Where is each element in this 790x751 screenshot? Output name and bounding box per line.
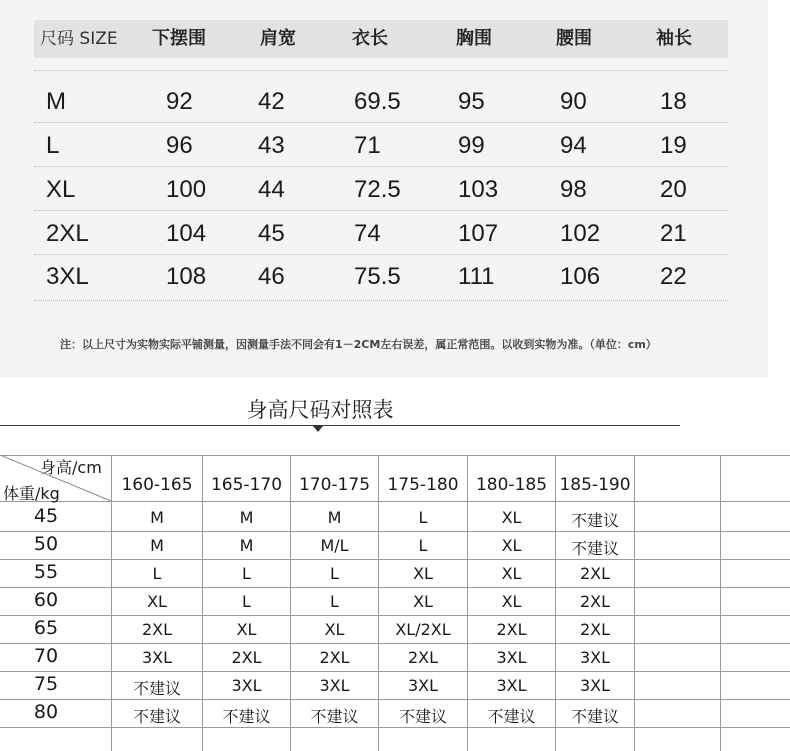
cell-hem: 104: [166, 220, 207, 247]
divider: [34, 70, 728, 71]
divider: [34, 300, 728, 301]
size-cell: 2XL: [231, 648, 262, 667]
caret-down-icon: [313, 426, 323, 432]
size-cell: 2XL: [407, 648, 439, 667]
size-cell: L: [330, 564, 339, 583]
table-row: [0, 80, 768, 123]
cell-chest: 103: [458, 176, 499, 203]
cell-waist: 106: [560, 263, 601, 290]
cell-waist: 90: [560, 88, 587, 115]
cell-shoulder: 46: [258, 263, 285, 290]
cell-length: 69.5: [354, 88, 401, 115]
size-cell: 3XL: [579, 648, 611, 667]
cell-chest: 107: [458, 220, 499, 247]
size-cell: L: [152, 564, 162, 583]
size-cell: 不建议: [132, 679, 181, 698]
header-size: 尺码 SIZE: [40, 29, 118, 49]
cell-hem: 108: [166, 263, 207, 290]
size-cell: XL: [236, 620, 257, 639]
cell-size: L: [46, 132, 60, 159]
size-cell: XL: [413, 564, 433, 583]
size-cell: 2XL: [579, 592, 611, 611]
divider: [34, 210, 728, 211]
size-cell: M: [327, 508, 342, 527]
size-cell: 不建议: [398, 707, 447, 726]
size-cell: 3XL: [496, 676, 527, 695]
cell-sleeve: 18: [660, 88, 687, 115]
cell-sleeve: 19: [660, 132, 687, 159]
row-weight-label: 55: [33, 561, 59, 583]
cell-shoulder: 45: [258, 220, 285, 247]
size-cell: L: [418, 536, 428, 555]
size-chart: [0, 0, 768, 378]
size-cell: L: [330, 592, 339, 611]
size-cell: 3XL: [319, 676, 350, 695]
size-cell: XL: [147, 592, 167, 611]
grid-line: [0, 699, 790, 700]
table-row: [0, 212, 768, 255]
size-cell: 不建议: [222, 707, 271, 726]
cell-length: 71: [354, 132, 381, 159]
size-chart-header: [34, 20, 728, 58]
size-cell: L: [418, 508, 428, 527]
size-cell: 2XL: [579, 564, 611, 583]
grid-line: [634, 455, 635, 751]
cell-waist: 98: [560, 176, 587, 203]
cell-chest: 111: [458, 263, 495, 290]
grid-line: [0, 455, 790, 456]
row-weight-label: 65: [33, 617, 59, 639]
cell-length: 72.5: [354, 176, 401, 203]
cell-sleeve: 21: [660, 220, 687, 247]
cell-chest: 95: [458, 88, 485, 115]
size-cell: XL: [324, 620, 345, 639]
size-cell: L: [242, 592, 251, 611]
size-cell: 3XL: [231, 676, 262, 695]
size-cell: XL/2XL: [395, 620, 451, 639]
cell-size: XL: [46, 176, 76, 203]
size-cell: XL: [501, 592, 522, 611]
row-weight-label: 50: [33, 533, 59, 555]
size-cell: 不建议: [132, 707, 181, 726]
grid-line: [0, 727, 790, 728]
column-header: 185-190: [559, 475, 631, 495]
header-waist: 腰围: [556, 28, 592, 49]
cell-sleeve: 20: [660, 176, 687, 203]
size-cell: 不建议: [310, 707, 359, 726]
grid-line: [0, 671, 790, 672]
row-weight-label: 60: [33, 589, 59, 611]
row-weight-label: 75: [33, 673, 59, 695]
grid-line: [0, 615, 790, 616]
cell-sleeve: 22: [660, 263, 687, 290]
table-row: [0, 168, 768, 211]
size-cell: XL: [501, 536, 522, 555]
size-cell: 不建议: [570, 707, 619, 726]
header-chest: 胸围: [456, 28, 492, 49]
column-header: 160-165: [121, 475, 193, 495]
cell-hem: 96: [166, 132, 193, 159]
size-cell: 3XL: [579, 676, 611, 695]
size-cell: M/L: [320, 536, 349, 555]
title-rule: [0, 425, 680, 426]
size-cell: 2XL: [496, 620, 527, 639]
size-note: 注：以上尺寸为实物实际平铺测量，因测量手法不同会有1－2CM左右误差，属正常范围。以收到实物为准。（单位：cm）: [60, 338, 657, 351]
cell-shoulder: 44: [258, 176, 285, 203]
column-header: 165-170: [210, 475, 283, 495]
header-length: 衣长: [352, 28, 388, 49]
size-cell: XL: [501, 508, 522, 527]
cell-size: 2XL: [46, 220, 89, 247]
divider: [34, 166, 728, 167]
size-cell: M: [150, 508, 164, 527]
cell-hem: 92: [166, 88, 193, 115]
size-cell: 3XL: [407, 676, 439, 695]
cell-length: 75.5: [354, 263, 401, 290]
size-cell: 3XL: [141, 648, 173, 667]
grid-line: [0, 643, 790, 644]
cell-hem: 100: [166, 176, 207, 203]
cell-waist: 102: [560, 220, 601, 247]
cell-shoulder: 42: [258, 88, 285, 115]
size-cell: M: [239, 508, 254, 527]
grid-line: [720, 455, 721, 751]
size-cell: 2XL: [579, 620, 611, 639]
divider: [34, 122, 728, 123]
size-cell: 不建议: [570, 539, 619, 558]
corner-height-label: 身高/cm: [40, 458, 102, 477]
size-cell: 3XL: [496, 648, 527, 667]
cell-size: 3XL: [46, 263, 89, 290]
table-row: [0, 255, 768, 298]
cell-length: 74: [354, 220, 381, 247]
column-header: 170-175: [298, 475, 371, 495]
cell-waist: 94: [560, 132, 587, 159]
size-cell: XL: [501, 564, 522, 583]
cell-size: M: [46, 88, 66, 115]
size-cell: XL: [413, 592, 433, 611]
grid-line: [0, 531, 790, 532]
column-header: 180-185: [475, 475, 548, 495]
row-weight-label: 45: [33, 505, 59, 527]
size-cell: L: [242, 564, 251, 583]
size-cell: 2XL: [319, 648, 350, 667]
size-cell: 不建议: [487, 707, 536, 726]
row-weight-label: 70: [33, 645, 59, 667]
corner-weight-label: 体重/kg: [3, 484, 60, 503]
cell-chest: 99: [458, 132, 485, 159]
reference-table: [0, 455, 790, 751]
size-cell: 2XL: [141, 620, 173, 639]
size-cell: M: [150, 536, 164, 555]
size-cell: M: [239, 536, 254, 555]
header-hem: 下摆围: [152, 28, 206, 49]
size-cell: 不建议: [570, 511, 619, 530]
grid-line: [0, 501, 790, 502]
grid-line: [0, 587, 790, 588]
column-header: 175-180: [387, 475, 459, 495]
reference-title: 身高尺码对照表: [246, 398, 394, 422]
header-sleeve: 袖长: [656, 28, 692, 49]
header-shoulder: 肩宽: [260, 28, 296, 49]
cell-shoulder: 43: [258, 132, 285, 159]
table-row: [0, 124, 768, 167]
row-weight-label: 80: [33, 701, 59, 723]
grid-line: [0, 559, 790, 560]
